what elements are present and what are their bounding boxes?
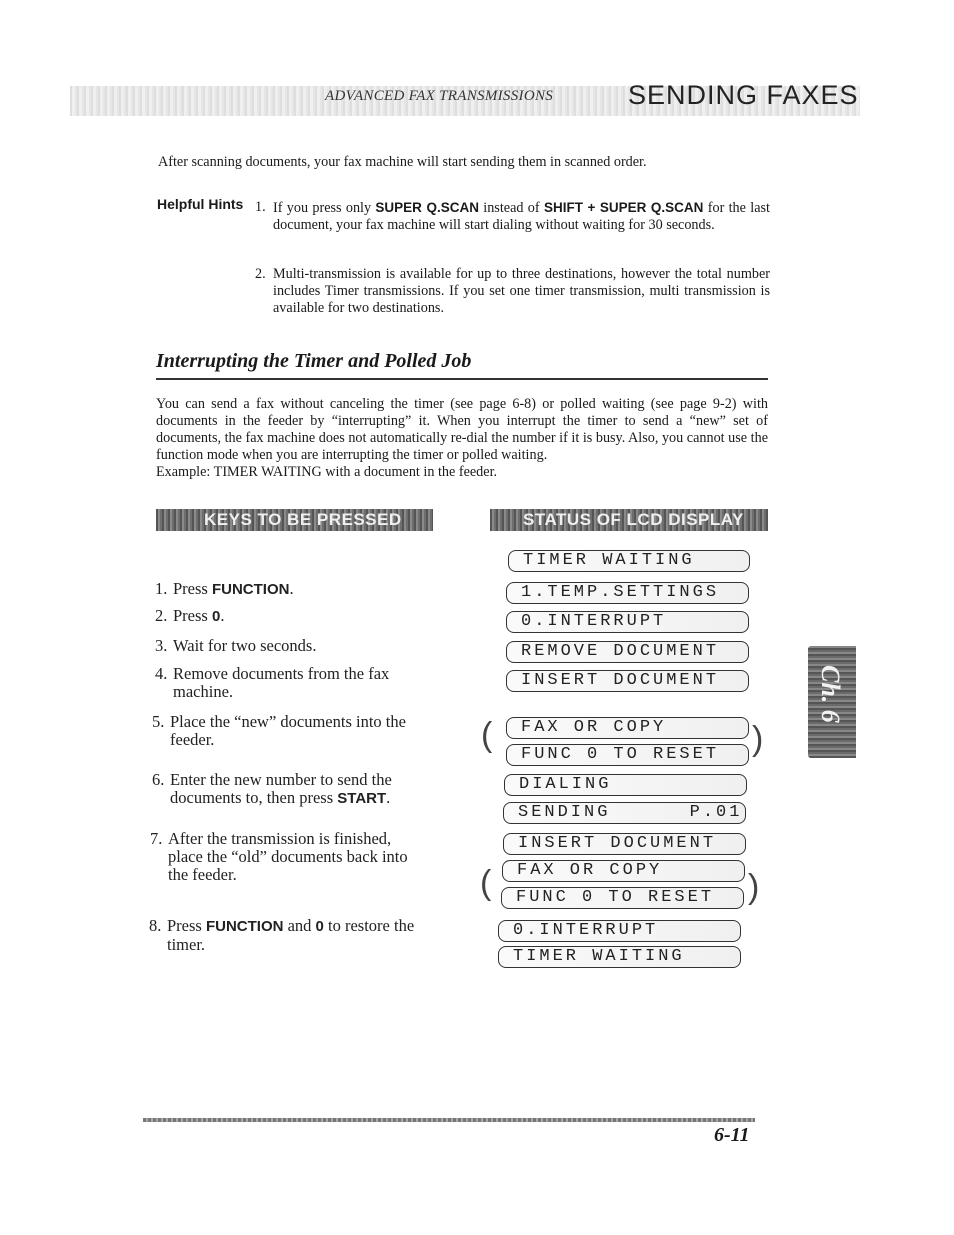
cycle-bracket-right: ) [752, 720, 764, 758]
page-number: 6-11 [714, 1124, 750, 1146]
helpful-hints-label: Helpful Hints [157, 196, 244, 212]
header-chapter-title: ADVANCED FAX TRANSMISSIONS [325, 88, 554, 104]
header-section-title: SENDING FAXES [628, 80, 859, 110]
section-divider [156, 378, 768, 380]
lcd-display: FAX OR COPY [502, 860, 745, 882]
hint-1: If you press only SUPER Q.SCAN instead of SHIFT + SUPER Q.SCAN for the last document, your fax machine will start dialing without waiting for 30 seconds. [273, 200, 770, 233]
chapter-tab-label: Ch. 6 [816, 665, 845, 723]
lcd-column-header: STATUS OF LCD DISPLAY [490, 509, 768, 531]
hint-number: 2. [255, 266, 266, 282]
lcd-display: 0.INTERRUPT [498, 920, 741, 942]
cycle-bracket-right: ) [748, 868, 760, 906]
section-body: You can send a fax without canceling the timer (see page 6-8) or polled waiting (see page 9-2) with documents in the feeder by “interrupting” it. When you interrupt the timer to send a “new” set of documents, the fax machine does not automatically re-dial the number if it is busy. Also, you cannot use the function mode when you are interrupting the timer or polled waiting. [156, 396, 768, 463]
lcd-display: FAX OR COPY [506, 717, 749, 739]
key-super-qscan: SUPER Q.SCAN [375, 200, 479, 215]
lcd-display: FUNC 0 TO RESET [506, 744, 749, 766]
intro-paragraph: After scanning documents, your fax machine will start sending them in scanned order. [158, 154, 647, 170]
lcd-display: SENDING P.01 [503, 802, 746, 824]
lcd-display: FUNC 0 TO RESET [501, 887, 744, 909]
lcd-display: DIALING [504, 774, 747, 796]
lcd-display: REMOVE DOCUMENT [506, 641, 749, 663]
hint-number: 1. [255, 199, 266, 215]
lcd-display: TIMER WAITING [498, 946, 741, 968]
lcd-display: INSERT DOCUMENT [506, 670, 749, 692]
key-shift-super-qscan: SHIFT + SUPER Q.SCAN [543, 200, 704, 215]
cycle-bracket-left: ( [480, 864, 492, 902]
lcd-display: 1.TEMP.SETTINGS [506, 582, 749, 604]
keys-column-header: KEYS TO BE PRESSED [156, 509, 433, 531]
lcd-display: INSERT DOCUMENT [503, 833, 746, 855]
section-example: Example: TIMER WAITING with a document in the feeder. [156, 464, 498, 480]
footer-divider [143, 1118, 755, 1122]
hint-2: Multi-transmission is available for up to three destinations, however the total number includes Timer transmissions. If you set one timer transmission, multi transmission is available for two destinations. [273, 266, 770, 316]
section-title: Interrupting the Timer and Polled Job [156, 350, 472, 372]
lcd-display: TIMER WAITING [508, 550, 750, 572]
lcd-display: 0.INTERRUPT [506, 611, 749, 633]
cycle-bracket-left: ( [481, 716, 493, 754]
